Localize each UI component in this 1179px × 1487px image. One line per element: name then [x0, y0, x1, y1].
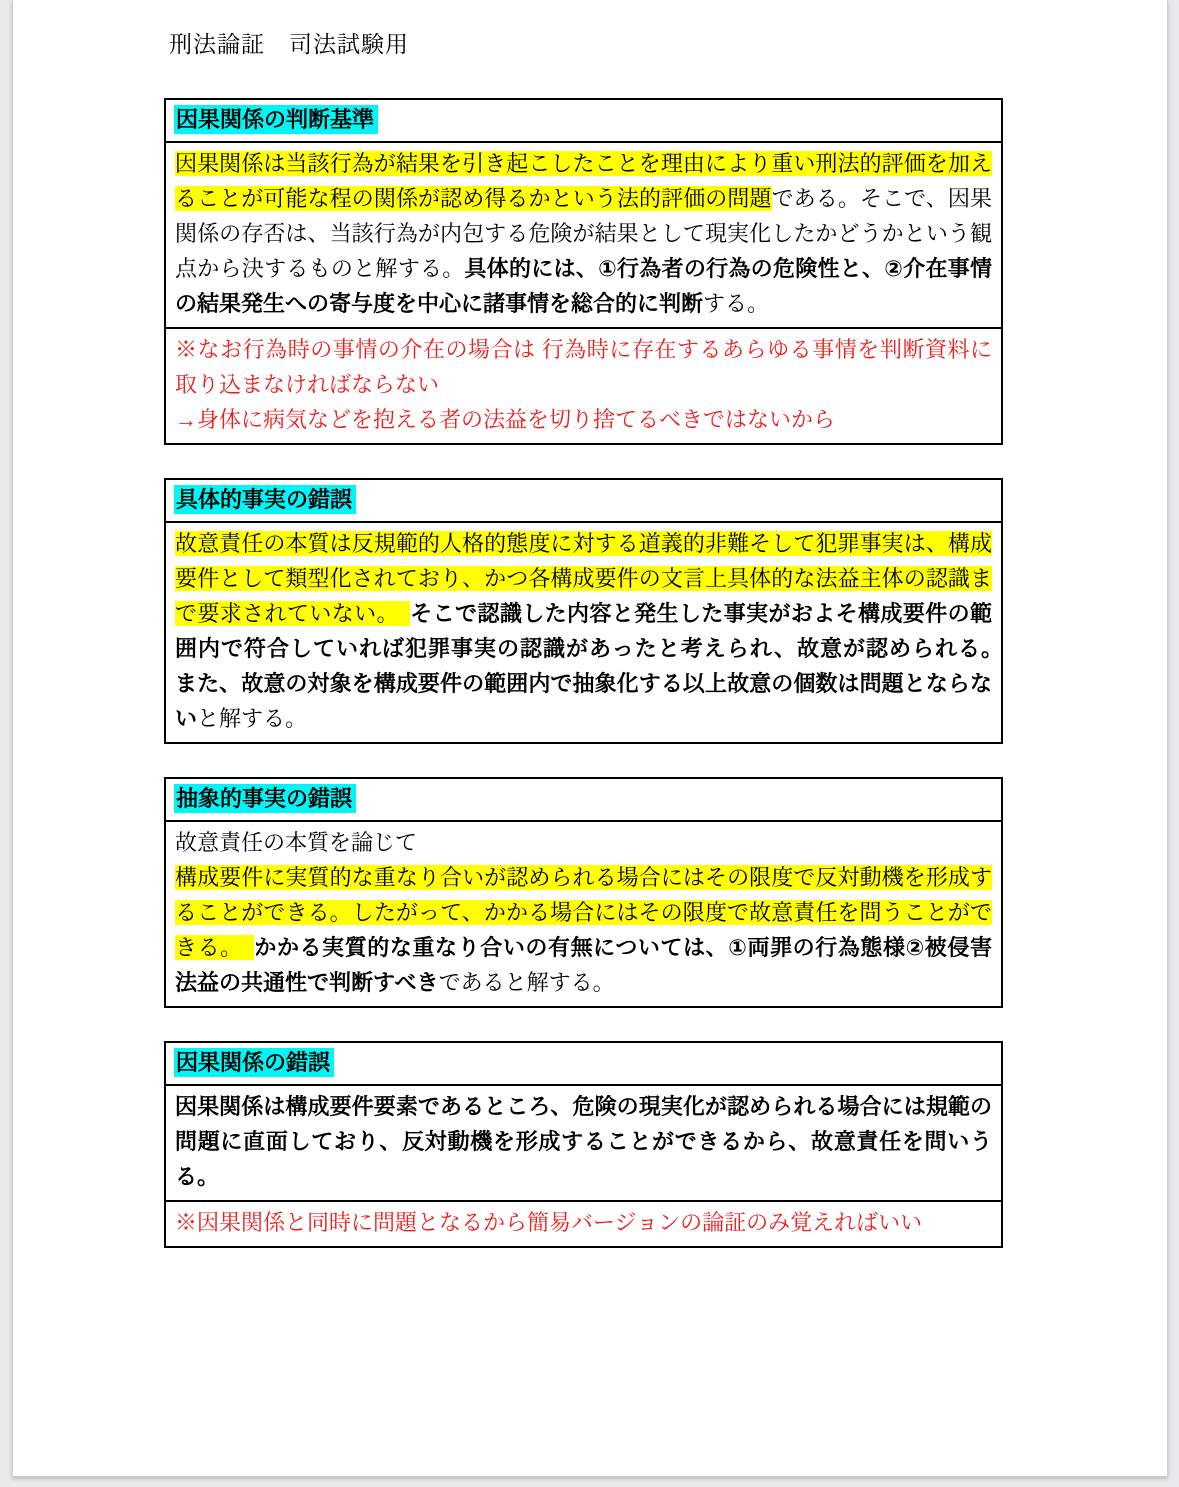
text-segment-yellow: 故意責任の本質は反規範的人格的態度に対する道義的非難そして犯罪事実は、構成要件として類型化されており、かつ各構成要件の文言上具体的な法益主体の認識まで要求されていない。: [175, 531, 992, 626]
paragraph: [175, 526, 1015, 736]
argument-box-causation-judgment-standard: [164, 98, 1003, 445]
paragraph: [175, 1089, 992, 1194]
text-segment-red: ※なお行為時の事情の介在の場合は 行為時に存在するあらゆる事情を判断資料に取り込まなければならない: [175, 337, 992, 397]
text-segment-bold: 具体的には、①行為者の行為の危険性と、②介在事情の結果発生への寄与度を中心に諸事情を総合的に判断: [175, 256, 992, 316]
argument-box-causation-mistake: [164, 1041, 1003, 1248]
argument-box-concrete-fact-mistake: [164, 478, 1015, 744]
box-header: [166, 1043, 1001, 1086]
box-rows: [166, 822, 1001, 1006]
text-segment-normal: する。: [703, 291, 770, 316]
text-segment-yellow: 構成要件に実質的な重なり合いが認められる場合にはその限度で反対動機を形成することができる。したがって、かかる場合にはその限度で故意責任を問うことができる。: [175, 865, 992, 960]
box-header-label: 具体的事実の錯誤: [174, 485, 356, 514]
box-header: [166, 779, 1001, 822]
boxes-container: [164, 98, 1015, 1248]
box-rows: [166, 143, 1001, 443]
text-segment-normal: である。そこで、因果関係の存否は、当該行為が内包する危険が結果として現実化したかどうかという観点から決するものと解する。: [175, 186, 992, 281]
argument-box-abstract-fact-mistake: [164, 777, 1003, 1008]
body-row: [166, 523, 1015, 742]
paragraph: [175, 1205, 992, 1240]
document-page: [12, 0, 1168, 1477]
text-segment-normal: であると解する。: [438, 970, 615, 995]
doc-title: 刑法論証 司法試験用: [169, 32, 409, 57]
text-segment-bold: 因果関係は構成要件要素であるところ、危険の現実化が認められる場合には規範の問題に直面しており、反対動機を形成することができるから、故意責任を問いうる。: [175, 1094, 992, 1189]
body-row: [166, 1086, 1001, 1200]
text-segment-normal: 故意責任の本質を論じて: [175, 830, 418, 855]
text-segment-bold: そこで認識した内容と発生した事実がおよそ構成要件の範囲内で符合していれば犯罪事実の認識があったと考えられ、故意が認められる。 また、故意の対象を構成要件の範囲内で抽象化する以上故意の個数は問題とならない: [175, 601, 1015, 731]
text-segment-red: ※因果関係と同時に問題となるから簡易バージョンの論証のみ覚えればいい: [175, 1210, 923, 1235]
paragraph: [175, 146, 992, 321]
text-segment-red: →身体に病気などを抱える者の法益を切り捨てるべきではないから: [175, 407, 836, 432]
note-row: [166, 1200, 1001, 1246]
text-segment-bold: かかる実質的な重なり合いの有無については、①両罪の行為態様②被侵害法益の共通性で判断すべき: [175, 935, 992, 995]
box-header-label: 抽象的事実の錯誤: [174, 784, 356, 813]
note-row: [166, 327, 1001, 443]
box-header: [166, 480, 1001, 523]
text-segment-yellow: 因果関係は当該行為が結果を引き起こしたことを理由により重い刑法的評価を加えることが可能な程の関係が認め得るかという法的評価の問題: [175, 151, 992, 211]
text-segment-normal: と解する。: [197, 706, 308, 731]
paragraph: [175, 332, 992, 402]
paragraph: [175, 825, 992, 860]
box-header-label: 因果関係の判断基準: [174, 105, 378, 134]
box-header: [166, 100, 1001, 143]
box-rows: [166, 523, 1015, 742]
paragraph: [175, 402, 992, 437]
body-row: [166, 822, 1001, 1006]
paragraph: [175, 860, 992, 1000]
body-row: [166, 143, 1001, 327]
box-header-label: 因果関係の錯誤: [174, 1048, 334, 1077]
box-rows: [166, 1086, 1001, 1246]
